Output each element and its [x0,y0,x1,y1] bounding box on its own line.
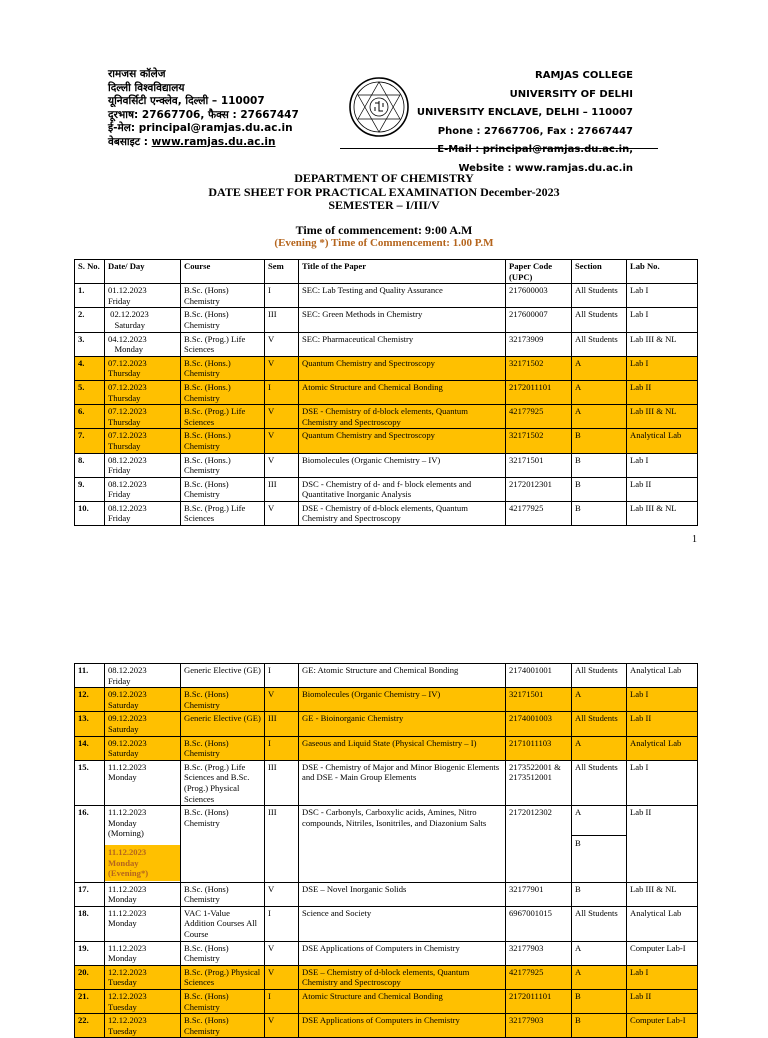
cell-date-value: 07.12.2023 [108,357,147,368]
table-row [75,941,698,965]
cell-title: DSE – Chemistry of d-block elements, Quantum Chemistry and Spectroscopy [299,965,506,989]
cell-sem: III [265,806,299,883]
cell-lab: Lab I [627,688,698,712]
cell-section: B [572,1014,627,1038]
hindi-line: यूनिवर्सिटी एन्क्लेव, दिल्ली – 110007 [108,95,265,107]
cell-date-value: 12.12.2023 [108,1015,147,1026]
university-name: UNIVERSITY OF DELHI [509,88,633,100]
cell-code: 2172012301 [506,477,572,501]
address-line: UNIVERSITY ENCLAVE, DELHI – 110007 [416,107,633,119]
cell-title: DSE - Chemistry of d-block elements, Quantum Chemistry and Spectroscopy [299,405,506,429]
cell-title: DSC - Chemistry of d- and f- block elements and Quantitative Inorganic Analysis [299,477,506,501]
cell-date [105,284,181,308]
col-header-course: Course [181,260,265,284]
hindi-website-line [108,136,299,150]
cell-sem: V [265,1014,299,1038]
header-divider [340,148,658,149]
cell-date-value: 08.12.2023 [108,665,147,675]
evening-day: Monday [108,857,139,868]
table-row [75,806,698,883]
cell-day-value: Thursday [108,440,141,451]
cell-day-value: Tuesday [108,977,137,988]
cell-date-value: 09.12.2023 [108,689,147,700]
cell-title: DSE - Chemistry of Major and Minor Biogenic Elements and DSE - Main Group Elements [299,760,506,805]
cell-course: B.Sc. (Hons.) Chemistry [181,380,265,404]
cell-day-value: Thursday [108,392,141,403]
evening-date: 11.12.2023 [108,846,147,857]
cell-day-value: Friday [108,675,131,686]
table-row [75,356,698,380]
cell-code: 32177901 [506,882,572,906]
cell-date [105,906,181,941]
cell-day-value: Monday [108,344,144,355]
cell-sno: 5. [75,380,105,404]
table-row [75,405,698,429]
college-name: RAMJAS COLLEGE [535,70,633,81]
cell-session-label: (Morning) [108,828,144,839]
cell-lab: Lab III & NL [627,882,698,906]
cell-sno: 13. [75,712,105,736]
cell-section: All Students [572,712,627,736]
cell-sem: V [265,688,299,712]
cell-date-value: 11.12.2023 [108,942,147,953]
cell-date [105,405,181,429]
cell-section: B [572,501,627,525]
cell-date-value: 12.12.2023 [108,966,147,977]
cell-date-value: 08.12.2023 [108,454,147,465]
cell-section: All Students [572,906,627,941]
cell-code: 42177925 [506,405,572,429]
cell-code: 32173909 [506,332,572,356]
cell-sem: V [265,882,299,906]
cell-sno: 20. [75,965,105,989]
hindi-website-label: वेबसाइट : [108,135,152,148]
cell-course: B.Sc. (Hons) Chemistry [181,284,265,308]
cell-course: B.Sc. (Hons) Chemistry [181,477,265,501]
cell-sno: 7. [75,429,105,453]
cell-code: 2173522001 & 2173512001 [506,760,572,805]
cell-section: A [572,941,627,965]
cell-title: DSE - Chemistry of d-block elements, Quantum Chemistry and Spectroscopy [299,501,506,525]
table-row [75,990,698,1014]
cell-course: B.Sc. (Hons) Chemistry [181,688,265,712]
cell-code: 32171501 [506,453,572,477]
cell-course: B.Sc. (Prog.) Life Sciences and B.Sc. (Prog.) Physical Sciences [181,760,265,805]
cell-course: B.Sc. (Prog.) Physical Sciences [181,965,265,989]
cell-date-value: 08.12.2023 [108,478,147,489]
table-row [75,882,698,906]
cell-code: 32177903 [506,1014,572,1038]
cell-section: All Students [572,332,627,356]
cell-code: 42177925 [506,501,572,525]
cell-day-value: Monday [108,918,137,929]
col-header-lab: Lab No. [627,260,698,284]
cell-date-value: 11.12.2023 [108,907,147,918]
phone-line: Phone : 27667706, Fax : 27667447 [437,125,633,137]
cell-sem: I [265,906,299,941]
cell-title: Quantum Chemistry and Spectroscopy [299,356,506,380]
cell-course: VAC 1-Value Addition Courses All Course [181,906,265,941]
table-row [75,712,698,736]
cell-section: All Students [572,760,627,805]
cell-lab: Lab I [627,308,698,332]
cell-date [105,688,181,712]
cell-day-value: Monday [108,817,137,828]
cell-date-value: 11.12.2023 [108,807,147,818]
cell-day-value: Thursday [108,416,141,427]
cell-sno: 18. [75,906,105,941]
cell-title: DSE – Novel Inorganic Solids [299,882,506,906]
cell-code: 217600003 [506,284,572,308]
section-b: B [572,835,626,849]
datesheet-table-page2 [74,663,698,1038]
cell-lab: Lab II [627,712,698,736]
semester-title: SEMESTER – I/III/V [328,198,440,212]
page-number: 1 [692,534,697,545]
cell-lab: Lab I [627,760,698,805]
cell-date [105,380,181,404]
cell-date-value: 01.12.2023 [108,285,147,296]
cell-day-value: Tuesday [108,1025,137,1036]
cell-title: DSC - Carbonyls, Carboxylic acids, Amines, Nitro compounds, Nitriles, Isonitriles, and Diazonium Salts [299,806,506,883]
cell-sem: I [265,380,299,404]
table-row [75,284,698,308]
cell-sno: 22. [75,1014,105,1038]
cell-title: Atomic Structure and Chemical Bonding [299,990,506,1014]
table-row [75,477,698,501]
cell-lab: Lab III & NL [627,405,698,429]
cell-sem: I [265,664,299,688]
cell-course: B.Sc. (Prog.) Life Sciences [181,405,265,429]
cell-course: B.Sc. (Prog.) Life Sciences [181,332,265,356]
cell-section: All Students [572,308,627,332]
cell-date-value: 11.12.2023 [108,761,147,772]
cell-date [105,990,181,1014]
table-row [75,965,698,989]
evening-label: (Evening*) [108,868,149,879]
cell-date [105,760,181,805]
cell-sem: V [265,941,299,965]
cell-sno: 4. [75,356,105,380]
evening-session-block [105,845,180,881]
cell-sno: 10. [75,501,105,525]
cell-lab: Analytical Lab [627,906,698,941]
cell-date-value: 07.12.2023 [108,430,147,441]
cell-lab: Lab III & NL [627,501,698,525]
table-row [75,688,698,712]
cell-date [105,356,181,380]
cell-day-value: Tuesday [108,1001,137,1012]
table-row [75,1014,698,1038]
cell-date [105,477,181,501]
datesheet-table-page1 [74,259,698,526]
hindi-line: ई-मेल: principal@ramjas.du.ac.in [108,122,293,134]
col-header-title: Title of the Paper [299,260,506,284]
table-row [75,308,698,332]
cell-day-value: Friday [108,489,131,500]
cell-lab: Computer Lab-I [627,1014,698,1038]
cell-sem: V [265,453,299,477]
cell-lab: Analytical Lab [627,736,698,760]
cell-date-value: 04.12.2023 [108,333,147,344]
cell-title: GE - Bioinorganic Chemistry [299,712,506,736]
cell-title: Gaseous and Liquid State (Physical Chemistry – I) [299,736,506,760]
cell-lab: Lab I [627,453,698,477]
cell-sno: 9. [75,477,105,501]
cell-code: 32171502 [506,356,572,380]
cell-sem: III [265,308,299,332]
cell-day-value: Thursday [108,368,141,379]
cell-day-value: Saturday [108,319,145,330]
cell-day-value: Friday [108,295,131,306]
cell-day-value: Monday [108,772,137,783]
cell-code: 217600007 [506,308,572,332]
cell-code: 42177925 [506,965,572,989]
cell-section: All Students [572,284,627,308]
cell-date [105,806,181,883]
cell-section: B [572,453,627,477]
cell-title: Biomolecules (Organic Chemistry – IV) [299,453,506,477]
cell-date-value: 07.12.2023 [108,406,147,417]
cell-sem: I [265,736,299,760]
col-header-date: Date/ Day [105,260,181,284]
col-header-code: Paper Code (UPC) [506,260,572,284]
cell-course: B.Sc. (Hons.) Chemistry [181,453,265,477]
cell-date [105,429,181,453]
cell-sem: V [265,356,299,380]
cell-date [105,332,181,356]
cell-code: 2172011101 [506,380,572,404]
cell-lab: Lab I [627,965,698,989]
cell-title: SEC: Lab Testing and Quality Assurance [299,284,506,308]
cell-course: B.Sc. (Hons) Chemistry [181,990,265,1014]
cell-course: B.Sc. (Hons) Chemistry [181,736,265,760]
cell-sem: III [265,712,299,736]
cell-code: 32171501 [506,688,572,712]
cell-course: Generic Elective (GE) [181,712,265,736]
hindi-address-block [108,68,299,149]
cell-sem: V [265,429,299,453]
cell-course: B.Sc. (Hons) Chemistry [181,941,265,965]
cell-sno: 6. [75,405,105,429]
table-row [75,429,698,453]
cell-code: 2171011103 [506,736,572,760]
cell-sno: 1. [75,284,105,308]
cell-course: B.Sc. (Hons.) Chemistry [181,429,265,453]
cell-section: B [572,882,627,906]
col-header-sem: Sem [265,260,299,284]
table-row [75,380,698,404]
cell-course: Generic Elective (GE) [181,664,265,688]
cell-sem: I [265,284,299,308]
cell-code: 2174001001 [506,664,572,688]
cell-sno: 17. [75,882,105,906]
cell-section [572,806,627,883]
cell-title: SEC: Pharmaceutical Chemistry [299,332,506,356]
cell-date [105,712,181,736]
cell-code: 2172011101 [506,990,572,1014]
cell-title: Biomolecules (Organic Chemistry – IV) [299,688,506,712]
cell-lab: Analytical Lab [627,429,698,453]
cell-code: 6967001015 [506,906,572,941]
col-header-sno: S. No. [75,260,105,284]
cell-lab: Lab II [627,477,698,501]
section-a: A [575,807,582,818]
cell-day-value: Saturday [108,723,139,734]
cell-sno: 19. [75,941,105,965]
cell-title: Quantum Chemistry and Spectroscopy [299,429,506,453]
cell-section: All Students [572,664,627,688]
cell-day-value: Monday [108,953,137,964]
cell-course: B.Sc. (Prog.) Life Sciences [181,501,265,525]
cell-date-value: 08.12.2023 [108,502,147,513]
cell-sno: 11. [75,664,105,688]
cell-sem: I [265,990,299,1014]
cell-date [105,453,181,477]
cell-section: A [572,356,627,380]
cell-lab: Lab II [627,380,698,404]
cell-section: A [572,405,627,429]
cell-date [105,965,181,989]
cell-lab: Analytical Lab [627,664,698,688]
cell-lab: Lab III & NL [627,332,698,356]
cell-date [105,736,181,760]
cell-section: A [572,965,627,989]
cell-sem: V [265,332,299,356]
table-row [75,664,698,688]
cell-lab: Lab I [627,356,698,380]
cell-section: B [572,429,627,453]
email-line[interactable]: E-Mail : principal@ramjas.du.ac.in, [437,144,633,156]
cell-date-value: 09.12.2023 [108,713,147,724]
cell-sno: 14. [75,736,105,760]
cell-section: A [572,736,627,760]
table-row [75,453,698,477]
cell-title: DSE Applications of Computers in Chemistry [299,1014,506,1038]
cell-title: SEC: Green Methods in Chemistry [299,308,506,332]
website-line[interactable]: Website : www.ramjas.du.ac.in [458,162,633,174]
cell-code: 32171502 [506,429,572,453]
cell-date [105,941,181,965]
table-row [75,906,698,941]
cell-title: Atomic Structure and Chemical Bonding [299,380,506,404]
cell-sem: V [265,965,299,989]
college-emblem-icon [348,76,410,138]
cell-code: 32177903 [506,941,572,965]
cell-day-value: Saturday [108,699,139,710]
cell-date [105,501,181,525]
col-header-section: Section [572,260,627,284]
table-row [75,501,698,525]
cell-lab: Lab II [627,990,698,1014]
table-row [75,332,698,356]
cell-lab: Computer Lab-I [627,941,698,965]
cell-code: 2174001003 [506,712,572,736]
cell-sno: 21. [75,990,105,1014]
hindi-website-link[interactable]: www.ramjas.du.ac.in [151,135,276,148]
cell-sno: 12. [75,688,105,712]
english-address-block [417,67,633,179]
table-header-row [75,260,698,284]
datesheet-title: DATE SHEET FOR PRACTICAL EXAMINATION December-2023 [208,185,560,199]
cell-sno: 16. [75,806,105,883]
hindi-line: दूरभाष: 27667706, फैक्स : 27667447 [108,108,299,121]
cell-day-value: Saturday [108,748,139,759]
cell-day-value: Friday [108,465,131,476]
cell-title: GE: Atomic Structure and Chemical Bonding [299,664,506,688]
cell-date [105,664,181,688]
cell-course: B.Sc. (Hons.) Chemistry [181,356,265,380]
evening-commencement-time: (Evening *) Time of Commencement: 1.00 P.M [274,237,494,249]
cell-sem: V [265,405,299,429]
cell-section: A [572,688,627,712]
cell-section: B [572,990,627,1014]
cell-course: B.Sc. (Hons) Chemistry [181,882,265,906]
cell-course: B.Sc. (Hons) Chemistry [181,806,265,883]
cell-sno: 3. [75,332,105,356]
cell-sem: V [265,501,299,525]
table-row [75,760,698,805]
table-row [75,736,698,760]
cell-section: B [572,477,627,501]
cell-lab: Lab I [627,284,698,308]
hindi-line: दिल्ली विश्वविद्यालय [108,81,185,94]
cell-date [105,308,181,332]
cell-sem: III [265,477,299,501]
hindi-line: रामजस कॉलेज [108,68,166,80]
cell-sem: III [265,760,299,805]
cell-sno: 8. [75,453,105,477]
cell-date [105,882,181,906]
cell-sno: 15. [75,760,105,805]
cell-course: B.Sc. (Hons) Chemistry [181,1014,265,1038]
cell-date-value: 11.12.2023 [108,883,147,894]
cell-title: Science and Society [299,906,506,941]
cell-date-value: 12.12.2023 [108,991,147,1002]
cell-lab: Lab II [627,806,698,883]
cell-day-value: Monday [108,894,137,905]
cell-sno: 2. [75,308,105,332]
cell-date-value: 07.12.2023 [108,381,147,392]
cell-title: DSE Applications of Computers in Chemistry [299,941,506,965]
cell-day-value: Friday [108,513,131,524]
cell-course: B.Sc. (Hons) Chemistry [181,308,265,332]
commencement-time: Time of commencement: 9:00 A.M [295,223,473,237]
cell-date [105,1014,181,1038]
department-title: DEPARTMENT OF CHEMISTRY [294,171,474,185]
cell-date-value: 09.12.2023 [108,737,147,748]
cell-date-value: 02.12.2023 [108,309,149,320]
cell-section: A [572,380,627,404]
cell-code: 2172012302 [506,806,572,883]
